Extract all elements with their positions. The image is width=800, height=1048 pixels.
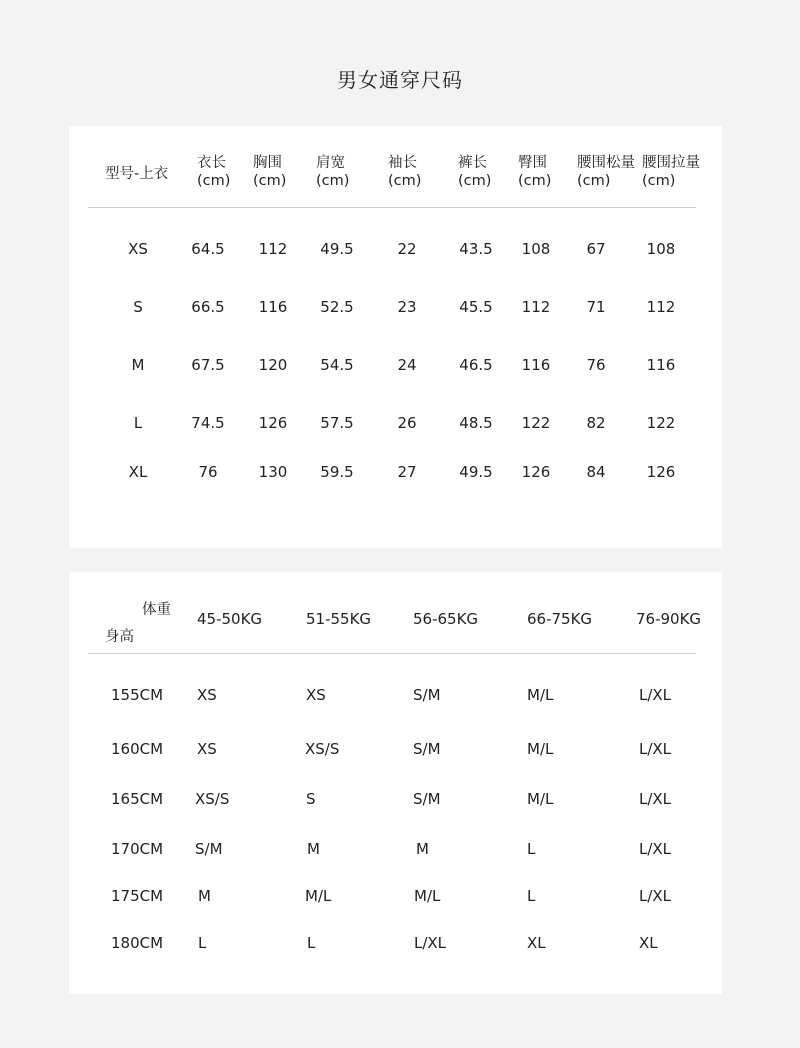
measurement-cell: 116: [258, 298, 288, 316]
measurement-cell: 48.5: [459, 414, 493, 432]
column-header: [458, 154, 491, 190]
size-cell: M/L: [305, 887, 332, 905]
size-cell: L: [527, 887, 536, 905]
size-cell: L/XL: [639, 740, 672, 758]
size-cell: M: [198, 887, 211, 905]
size-cell: L/XL: [414, 934, 447, 952]
column-header-name: 腰围拉量: [642, 155, 700, 171]
size-cell: L: [307, 934, 316, 952]
weight-column-header: 76-90KG: [636, 610, 702, 628]
column-header-name: 袖长: [388, 155, 417, 171]
measurement-cell: 116: [646, 356, 676, 374]
measurement-cell: 116: [521, 356, 551, 374]
corner-height-label: 身高: [105, 629, 134, 645]
column-header-unit: (cm): [253, 173, 287, 189]
measurement-cell: 108: [646, 240, 676, 258]
weight-column-header: 66-75KG: [527, 610, 593, 628]
measurement-cell: 76: [198, 463, 218, 481]
measurement-cell: 27: [397, 463, 417, 481]
measurement-cell: 71: [586, 298, 606, 316]
height-label: 175CM: [111, 887, 164, 905]
measurement-cell: 59.5: [320, 463, 354, 481]
size-cell: XS/S: [195, 790, 230, 808]
size-cell: S/M: [195, 840, 223, 858]
measurement-cell: 49.5: [320, 240, 354, 258]
size-cell: L: [527, 840, 536, 858]
size-cell: S/M: [413, 740, 441, 758]
height-label: 180CM: [111, 934, 164, 952]
measurement-cell: 122: [646, 414, 676, 432]
header-divider: [88, 207, 696, 208]
column-header-name: 肩宽: [316, 155, 345, 171]
size-label: XS: [128, 240, 148, 258]
column-header-unit: (cm): [197, 173, 231, 189]
height-label: 165CM: [111, 790, 164, 808]
column-header: [577, 154, 635, 190]
column-header-name: 臀围: [518, 155, 547, 171]
column-header-unit: (cm): [458, 173, 492, 189]
column-header: [642, 154, 700, 190]
size-cell: M: [307, 840, 320, 858]
corner-weight-label: 体重: [142, 602, 171, 618]
measurement-cell: 23: [397, 298, 417, 316]
measurement-cell: 120: [258, 356, 288, 374]
measurement-cell: 57.5: [320, 414, 354, 432]
measurement-cell: 43.5: [459, 240, 493, 258]
column-header-name: 衣长: [197, 155, 226, 171]
size-cell: XS/S: [305, 740, 340, 758]
size-label: L: [133, 414, 143, 432]
measurement-cell: 112: [646, 298, 676, 316]
size-cell: XL: [527, 934, 546, 952]
column-header-unit: (cm): [388, 173, 422, 189]
measurement-cell: 130: [258, 463, 288, 481]
measurement-cell: 108: [521, 240, 551, 258]
column-header-name: 裤长: [458, 155, 487, 171]
measurement-cell: 76: [586, 356, 606, 374]
column-header-name: 腰围松量: [577, 155, 635, 171]
measurement-cell: 26: [397, 414, 417, 432]
size-label: M: [131, 356, 145, 374]
column-header: [518, 154, 551, 190]
height-label: 170CM: [111, 840, 164, 858]
size-cell: M/L: [527, 790, 554, 808]
measurement-cell: 45.5: [459, 298, 493, 316]
size-cell: XS: [197, 740, 217, 758]
size-cell: M/L: [414, 887, 441, 905]
size-cell: S: [306, 790, 316, 808]
column-header: [388, 154, 421, 190]
measurement-cell: 122: [521, 414, 551, 432]
weight-column-header: 56-65KG: [413, 610, 479, 628]
measurement-cell: 84: [586, 463, 606, 481]
measurement-cell: 74.5: [191, 414, 225, 432]
size-cell: XS: [197, 686, 217, 704]
measurement-cell: 24: [397, 356, 417, 374]
size-cell: L/XL: [639, 887, 672, 905]
measurement-cell: 46.5: [459, 356, 493, 374]
size-cell: M: [416, 840, 429, 858]
weight-column-header: 51-55KG: [306, 610, 372, 628]
measurement-cell: 64.5: [191, 240, 225, 258]
size-cell: S/M: [413, 790, 441, 808]
size-label: XL: [128, 463, 148, 481]
measurement-cell: 82: [586, 414, 606, 432]
height-label: 155CM: [111, 686, 164, 704]
size-cell: M/L: [527, 686, 554, 704]
weight-column-header: 45-50KG: [197, 610, 263, 628]
size-cell: XS: [306, 686, 326, 704]
size-measurement-table: [69, 126, 722, 548]
measurement-cell: 22: [397, 240, 417, 258]
measurement-cell: 67.5: [191, 356, 225, 374]
size-cell: L/XL: [639, 840, 672, 858]
column-header: [253, 154, 286, 190]
size-label: S: [133, 298, 143, 316]
column-header: [197, 154, 230, 190]
height-label: 160CM: [111, 740, 164, 758]
measurement-cell: 126: [521, 463, 551, 481]
size-cell: XL: [639, 934, 658, 952]
measurement-cell: 49.5: [459, 463, 493, 481]
header-divider: [88, 653, 696, 654]
measurement-cell: 66.5: [191, 298, 225, 316]
measurement-cell: 112: [258, 240, 288, 258]
size-cell: S/M: [413, 686, 441, 704]
measurement-cell: 126: [258, 414, 288, 432]
column-header-unit: (cm): [316, 173, 350, 189]
measurement-cell: 126: [646, 463, 676, 481]
size-cell: L: [198, 934, 207, 952]
column-header-unit: (cm): [577, 173, 611, 189]
size-cell: L/XL: [639, 790, 672, 808]
size-cell: M/L: [527, 740, 554, 758]
column-header-unit: (cm): [518, 173, 552, 189]
measurement-cell: 54.5: [320, 356, 354, 374]
column-header: [316, 154, 349, 190]
column-header-unit: (cm): [642, 173, 676, 189]
column-header-name: 胸围: [253, 155, 282, 171]
measurement-cell: 112: [521, 298, 551, 316]
height-weight-size-table: [69, 572, 722, 994]
corner-label: 型号-上衣: [105, 166, 169, 182]
measurement-cell: 52.5: [320, 298, 354, 316]
measurement-cell: 67: [586, 240, 606, 258]
page-title: 男女通穿尺码: [337, 68, 463, 92]
size-cell: L/XL: [639, 686, 672, 704]
